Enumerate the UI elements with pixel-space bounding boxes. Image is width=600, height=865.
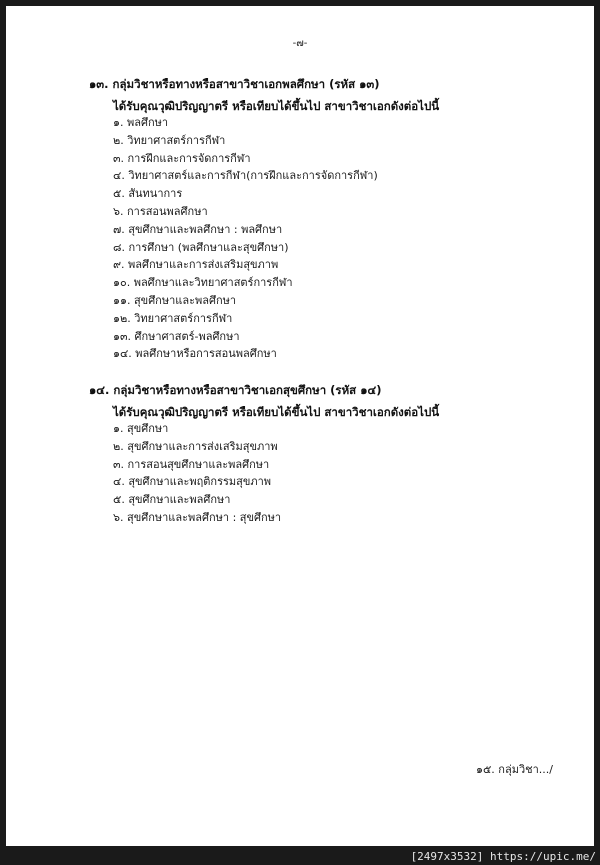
list-item: ๕. สุขศึกษาและพลศึกษา (113, 493, 231, 507)
list-item: ๑๔. พลศึกษาหรือการสอนพลศึกษา (113, 347, 277, 361)
list-item: ๑. พลศึกษา (113, 116, 169, 129)
qualification-list (113, 114, 378, 363)
list-item: ๓. การสอนสุขศึกษาและพลศึกษา (113, 457, 270, 471)
list-item: ๖. สุขศึกษาและพลศึกษา : สุขศึกษา (113, 510, 282, 524)
list-item: ๗. สุขศึกษาและพลศึกษา : พลศึกษา (113, 222, 283, 236)
list-item: ๑๑. สุขศึกษาและพลศึกษา (113, 293, 237, 307)
list-item: ๘. การศึกษา (พลศึกษาและสุขศึกษา) (113, 240, 289, 254)
section-heading: ๑๔. กลุ่มวิชาหรือทางหรือสาขาวิชาเอกสุขศึกษา (รหัส ๑๔) (89, 383, 382, 397)
list-item: ๖. การสอนพลศึกษา (113, 204, 208, 218)
list-item: ๕. สันทนาการ (113, 187, 183, 201)
section-subheading: ได้รับคุณวุฒิปริญญาตรี หรือเทียบได้ขึ้นไป สาขาวิชาเอกดังต่อไปนี้ (113, 405, 440, 419)
page-number: -๗- (292, 38, 308, 49)
list-item: ๙. พลศึกษาและการส่งเสริมสุขภาพ (113, 258, 279, 272)
section-subheading: ได้รับคุณวุฒิปริญญาตรี หรือเทียบได้ขึ้นไป สาขาวิชาเอกดังต่อไปนี้ (113, 99, 440, 113)
list-item: ๑๒. วิทยาศาสตร์การกีฬา (113, 311, 233, 325)
qualification-list (113, 420, 281, 527)
list-item: ๓. การฝึกและการจัดการกีฬา (113, 151, 251, 165)
list-item: ๔. วิทยาศาสตร์และการกีฬา(การฝึกและการจัดการกีฬา) (113, 169, 378, 183)
continuation-note: ๑๕. กลุ่มวิชา.../ (476, 763, 553, 776)
watermark-text: [2497x3532] https://upic.me/ (410, 850, 596, 863)
list-item: ๒. สุขศึกษาและการส่งเสริมสุขภาพ (113, 439, 278, 453)
list-item: ๒. วิทยาศาสตร์การกีฬา (113, 133, 226, 147)
list-item: ๑๓. ศึกษาศาสตร์-พลศึกษา (113, 329, 240, 343)
document-page (6, 6, 594, 846)
list-item: ๑. สุขศึกษา (113, 422, 169, 435)
list-item: ๑๐. พลศึกษาและวิทยาศาสตร์การกีฬา (113, 276, 293, 290)
section-heading: ๑๓. กลุ่มวิชาหรือทางหรือสาขาวิชาเอกพลศึกษา (รหัส ๑๓) (89, 77, 380, 91)
list-item: ๔. สุขศึกษาและพฤติกรรมสุขภาพ (113, 475, 272, 489)
